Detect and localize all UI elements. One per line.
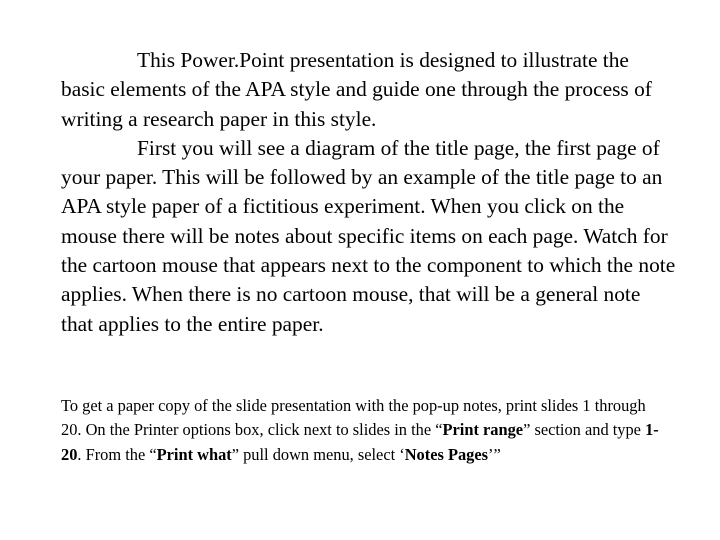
notes-pages-label: Notes Pages xyxy=(404,444,489,464)
intro-paragraph-2-text: First you will see a diagram of the title page, the first page of your paper. This will be followed by an example of the title page to an APA style paper of a fictitious experiment. When you click on the mouse there will be notes about specific items on each page. Watch for the cartoon mouse that appears next to the component to which the note applies. When there is no cartoon mouse, that will be a general note that applies to the entire paper. xyxy=(61,135,676,336)
print-note-part-5: ’” xyxy=(488,444,501,464)
print-range-label: Print range xyxy=(442,420,524,440)
print-what-label: Print what xyxy=(156,444,232,464)
print-note-part-2: ” section and type xyxy=(523,420,646,440)
intro-text-block xyxy=(61,46,676,339)
intro-paragraph-2 xyxy=(61,134,676,339)
intro-paragraph-1-text: This Power.Point presentation is designed to illustrate the basic elements of the APA style and guide one through the process of writing a research paper in this style. xyxy=(61,48,652,131)
print-instructions xyxy=(61,394,661,467)
slide-range-value: 1-20 xyxy=(61,420,659,464)
print-note-part-3: . From the “ xyxy=(77,444,157,464)
print-note-quote-open: “ xyxy=(435,420,443,440)
intro-paragraph-1 xyxy=(61,46,676,134)
print-note-part-1: To get a paper copy of the slide presentation with the pop-up notes, print slides 1 through 20. On the Printer options box, click next to slides in the xyxy=(61,396,646,440)
print-note-part-4: ” pull down menu, select ‘ xyxy=(231,444,405,464)
